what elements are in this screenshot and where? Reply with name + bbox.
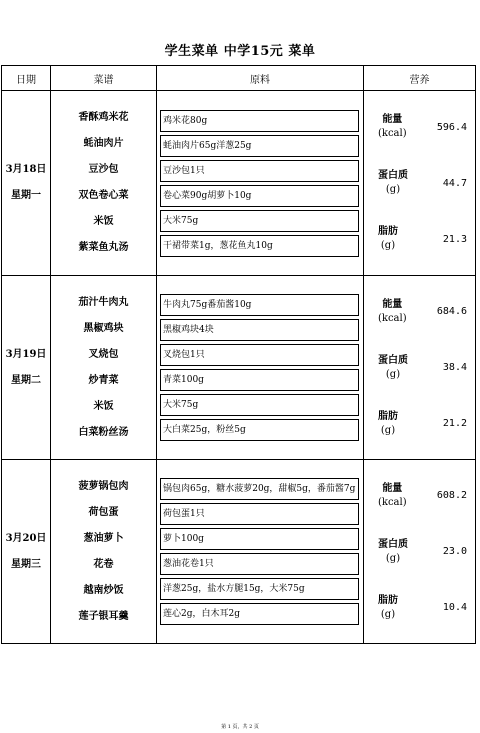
ingredient-box: 萝卜100g [160, 528, 359, 550]
ingredient-box: 锅包肉65g，糖水菠萝20g，甜椒5g，番茄酱7g [160, 478, 359, 500]
protein-unit: (g) [385, 184, 401, 195]
energy-value: 608.2 [436, 490, 467, 501]
ingredient-box: 大白菜25g，粉丝5g [160, 419, 359, 441]
ingredient-box: 豆沙包1只 [160, 160, 359, 182]
ingredient-box: 青菜100g [160, 369, 359, 391]
header-row [2, 66, 476, 91]
dish-name: 香酥鸡米花 [78, 112, 129, 123]
protein-row [364, 155, 475, 211]
dish-name: 米饭 [93, 400, 114, 412]
ingredient-box: 牛肉丸75g番茄酱10g [160, 294, 359, 316]
dish-name: 白菜粉丝汤 [78, 426, 129, 438]
dishes-cell [51, 91, 157, 276]
nutrition-cell [364, 276, 476, 460]
dish-name: 荷包蛋 [88, 506, 119, 518]
dish-name: 越南炒饭 [83, 584, 124, 596]
energy-label: 能量 [382, 482, 403, 494]
dishes-cell [51, 276, 157, 460]
energy-unit: (kcal) [378, 496, 407, 508]
fat-unit: (g) [380, 424, 396, 436]
page-title: 学生菜单 中学15元 菜单 [164, 44, 316, 59]
dish-name: 茄汁牛肉丸 [78, 296, 129, 308]
energy-value: 684.6 [436, 306, 467, 317]
nutrition-cell [364, 460, 476, 644]
fat-label: 脂肪 [378, 226, 398, 237]
dish-name: 米饭 [93, 216, 114, 227]
energy-label: 能量 [382, 298, 403, 310]
day-row [2, 91, 476, 276]
header-ingredients: 原料 [157, 66, 364, 91]
fat-label: 脂肪 [378, 594, 398, 606]
ingredient-box: 大米75g [160, 210, 359, 232]
dishes-cell [51, 460, 157, 644]
fat-row [364, 396, 475, 452]
energy-row [364, 284, 475, 340]
ingredient-box: 莲心2g，白木耳2g [160, 603, 359, 625]
day-weekday: 星期一 [11, 190, 41, 201]
protein-row [364, 340, 475, 396]
protein-value: 23.0 [442, 546, 467, 557]
protein-value: 38.4 [442, 362, 467, 373]
protein-unit: (g) [385, 368, 401, 380]
day-date: 3月20日 [5, 532, 47, 544]
dish-name: 双色卷心菜 [78, 190, 129, 201]
fat-unit: (g) [380, 608, 396, 620]
day-cell [2, 91, 51, 276]
fat-value: 21.2 [442, 418, 467, 429]
protein-label: 蛋白质 [378, 354, 408, 366]
day-weekday: 星期三 [11, 558, 41, 570]
energy-value: 596.4 [436, 121, 467, 133]
ingredients-cell [157, 91, 364, 276]
fat-row [364, 211, 475, 267]
day-row [2, 276, 476, 460]
fat-value: 10.4 [442, 602, 467, 613]
page-footer: 第 1 页，共 2 页 [221, 724, 259, 730]
ingredient-box: 洋葱25g，盐水方腿15g，大米75g [160, 578, 359, 600]
dish-name: 葱油萝卜 [83, 532, 124, 544]
protein-unit: (g) [385, 552, 401, 564]
dish-name: 炒青菜 [88, 374, 119, 386]
nutrition-cell [364, 91, 476, 276]
ingredient-box: 黑椒鸡块4块 [160, 319, 359, 341]
fat-row [364, 580, 475, 636]
day-cell [2, 460, 51, 644]
day-cell [2, 276, 51, 460]
dish-name: 菠萝锅包肉 [78, 480, 129, 492]
fat-label: 脂肪 [378, 410, 398, 422]
energy-row [364, 99, 475, 155]
protein-value: 44.7 [442, 177, 467, 189]
header-dish: 菜谱 [51, 66, 157, 91]
dish-name: 花卷 [93, 558, 114, 570]
energy-unit: (kcal) [378, 312, 407, 324]
ingredients-cell [157, 460, 364, 644]
ingredient-box: 荷包蛋1只 [160, 503, 359, 525]
energy-row [364, 468, 475, 524]
protein-row [364, 524, 475, 580]
ingredient-box: 叉烧包1只 [160, 344, 359, 366]
ingredient-box: 蚝油肉片65g洋葱25g [160, 135, 359, 157]
energy-unit: (kcal) [378, 128, 407, 139]
ingredients-cell [157, 276, 364, 460]
fat-unit: (g) [380, 240, 396, 251]
ingredient-box: 干裙带菜1g，葱花鱼丸10g [160, 235, 359, 257]
day-row [2, 460, 476, 644]
dish-name: 莲子银耳羹 [78, 610, 129, 622]
ingredient-box: 卷心菜90g胡萝卜10g [160, 185, 359, 207]
day-date: 3月18日 [5, 164, 47, 175]
ingredient-box: 大米75g [160, 394, 359, 416]
menu-table [1, 65, 476, 644]
header-nutrition: 营养 [364, 66, 476, 91]
dish-name: 紫菜鱼丸汤 [78, 242, 129, 253]
dish-name: 黑椒鸡块 [83, 322, 124, 334]
ingredient-box: 鸡米花80g [160, 110, 359, 132]
day-date: 3月19日 [5, 348, 47, 360]
protein-label: 蛋白质 [378, 538, 408, 550]
fat-value: 21.3 [442, 233, 467, 245]
dish-name: 豆沙包 [88, 164, 119, 175]
day-weekday: 星期二 [11, 374, 41, 386]
dish-name: 叉烧包 [88, 348, 119, 360]
energy-label: 能量 [382, 114, 403, 125]
dish-name: 蚝油肉片 [83, 138, 124, 149]
ingredient-box: 葱油花卷1只 [160, 553, 359, 575]
header-date: 日期 [2, 66, 51, 91]
protein-label: 蛋白质 [378, 170, 408, 181]
